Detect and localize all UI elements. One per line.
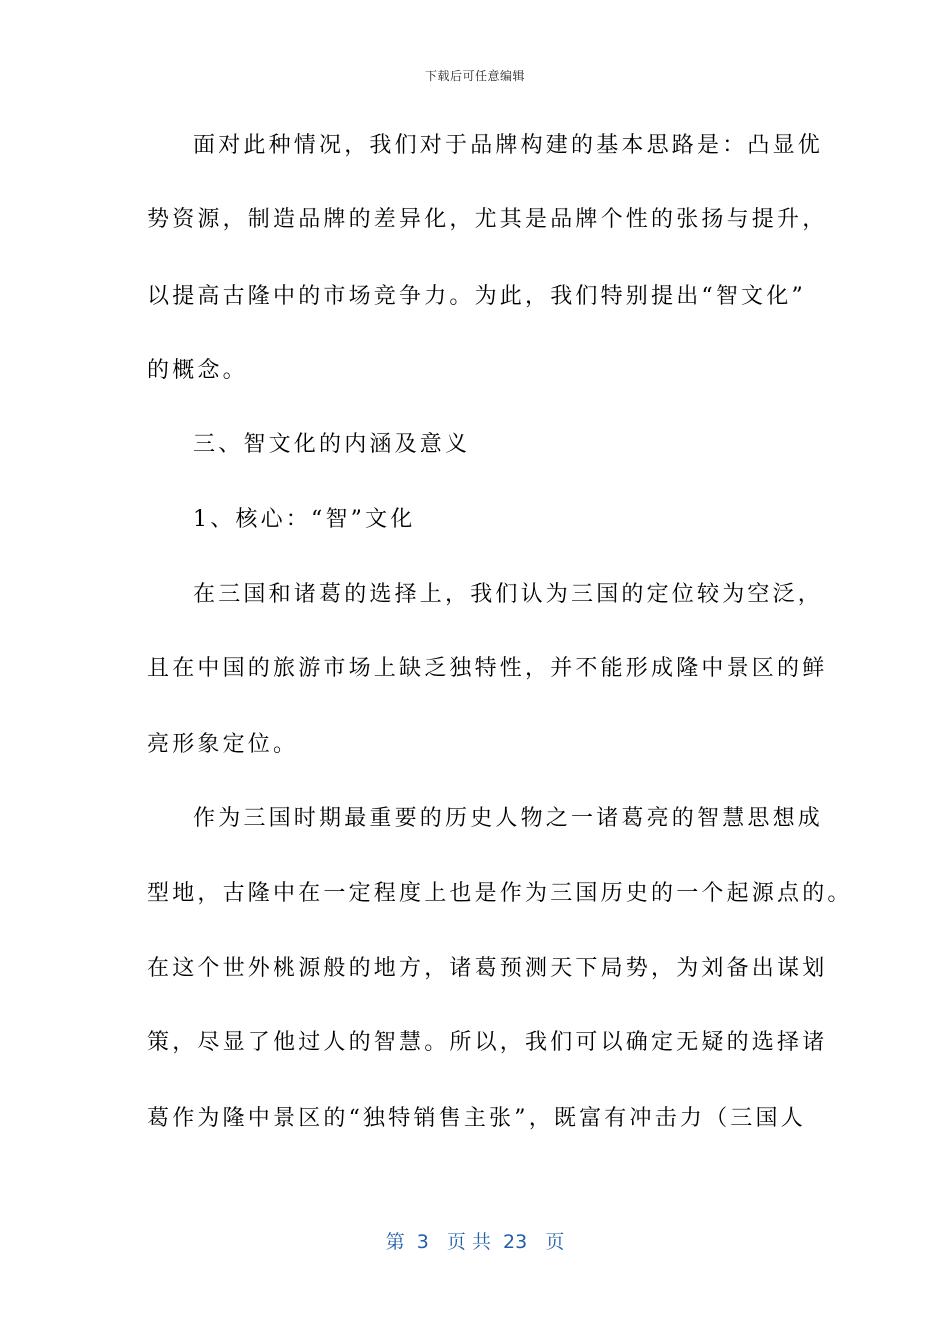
- text-line: 在三国和诸葛的选择上，我们认为三国的定位较为空泛，: [193, 582, 824, 607]
- text-line: 作为三国时期最重要的历史人物之一诸葛亮的智慧思想成: [193, 806, 824, 831]
- text-line: 策，尽显了他过人的智慧。所以，我们可以确定无疑的选择诸: [147, 1030, 828, 1055]
- text-line: 以提高古隆中的市场竞争力。为此，我们特别提出“智文化”: [147, 284, 806, 309]
- page-number-footer: 第 3 页 共 23 页: [385, 1231, 565, 1253]
- text-line: 在这个世外桃源般的地方，诸葛预测天下局势，为刘备出谋划: [147, 956, 828, 981]
- header-note: 下载后可任意编辑: [424, 69, 525, 83]
- text-line: 亮形象定位。: [147, 732, 299, 757]
- text-line: 且在中国的旅游市场上缺乏独特性，并不能形成隆中景区的鲜: [147, 656, 828, 681]
- text-line: 型地，古隆中在一定程度上也是作为三国历史的一个起源点的。: [147, 881, 853, 906]
- section-heading: 三、智文化的内涵及意义: [193, 432, 471, 457]
- subsection-heading: 1、核心：“智”文化: [193, 507, 416, 532]
- text-line: 葛作为隆中景区的“独特销售主张”，既富有冲击力（三国人: [147, 1106, 806, 1131]
- text-line: 势资源，制造品牌的差异化，尤其是品牌个性的张扬与提升，: [147, 207, 828, 232]
- text-line: 的概念。: [147, 358, 248, 383]
- text-line: 面对此种情况，我们对于品牌构建的基本思路是：凸显优: [193, 133, 824, 158]
